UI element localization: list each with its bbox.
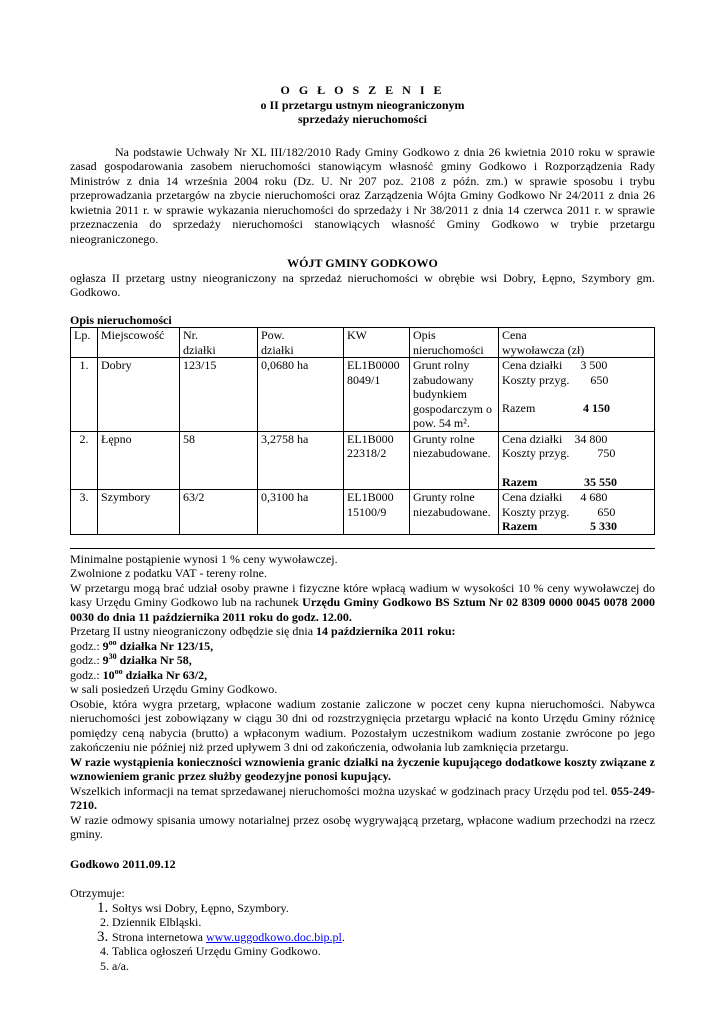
razem-value: 5 330: [590, 519, 617, 533]
conditions-section: [70, 552, 655, 842]
cell-opis: Grunty rolne niezabudowane.: [410, 490, 499, 535]
link-period: .: [341, 929, 345, 944]
razem-label: Razem: [502, 401, 536, 415]
cell-lp: 3.: [71, 490, 98, 535]
cell-miejscowosc: Dobry: [98, 358, 180, 432]
list-item: 4. Tablica ogłoszeń Urzędu Gminy Godkowo.: [112, 944, 655, 959]
table-header-row: [71, 328, 655, 358]
informacje-text: Wszelkich informacji na temat sprzedawanej nieruchomości można uzyskać w godzinach pracy Urzędu pod tel.: [70, 783, 611, 798]
cell-nr: 63/2: [180, 490, 258, 535]
recipient-text: Strona internetowa: [112, 929, 206, 944]
cell-miejscowosc: Łępno: [98, 431, 180, 490]
intro-paragraph: Na podstawie Uchwały Nr XL III/182/2010 Rady Gminy Godkowo z dnia 26 kwietnia 2010 roku w sprawie zasad gospodarowania zasobem nieruchomości stanowiącym własność gminy Godkowo i Rozporządzenia Rady Ministrów z dnia 14 września 2004 roku (Dz. U. Nr 207 poz. 2108 z późn. zm.) w sprawie sposobu i trybu przeprowadzania przetargów na zbycie nieruchomości oraz Zarządzenia Wójta Gminy Godkowo Nr 24/2011 z dnia 26 kwietnia 2011 r. w sprawie wykazania nieruchomości do sprzedaży i Nr 38/2011 z dnia 14 czerwca 2011 r. w sprawie przeznaczenia do sprzedaży nieruchomości stanowiących własność Gminy Godkowo w trybie przetargu nieograniczonego.: [70, 144, 655, 246]
koszty-label: Koszty przyg.: [502, 504, 570, 519]
title-line-3: sprzedaży nieruchomości: [298, 112, 427, 126]
bank-account-text: Urzędu Gminy Godkowo BS Sztum Nr 02 8309 0000 0045 0078 2000 0030 do dnia 11 października 2011 roku do godz. 12.00.: [70, 595, 655, 624]
header-opis: Opis nieruchomości: [410, 328, 499, 358]
przetarg-date: 14 października 2011 roku:: [316, 624, 456, 638]
godz-dzialka: działka Nr 58,: [116, 653, 192, 667]
schedule-line-3: [70, 668, 655, 683]
godz-minutes: oo: [108, 637, 117, 647]
list-item: 1. Sołtys wsi Dobry, Łępno, Szymbory.: [112, 901, 655, 916]
table-row: [71, 358, 655, 432]
razem-label: Razem: [502, 519, 538, 533]
cell-cena: [499, 490, 655, 535]
title-line-2: o II przetargu ustnym nieograniczonym: [260, 97, 465, 112]
cell-miejscowosc: Szymbory: [98, 490, 180, 535]
vat-text: Zwolnione z podatku VAT - tereny rolne.: [70, 566, 267, 580]
title-line-1: O G Ł O S Z E N I E: [280, 83, 445, 97]
cell-kw: EL1B000 22318/2: [344, 431, 410, 490]
postapienie-text: Minimalne postąpienie wynosi 1 % ceny wywoławczej.: [70, 551, 338, 566]
cell-opis: Grunt rolny zabudowany budynkiem gospodarczym o pow. 54 m².: [410, 358, 499, 432]
cell-nr: 123/15: [180, 358, 258, 432]
godz-hour: 10: [102, 667, 115, 682]
opis-heading: Opis nieruchomości: [70, 312, 172, 327]
razem-value: 35 550: [584, 474, 617, 489]
granice-text: W razie wystąpienia konieczności wznowienia granic działki na życzenie kupującego dodatkowe koszty związane z wznowieniem granic przez służby geodezyjne ponosi kupujący.: [70, 754, 655, 783]
cell-cena: [499, 431, 655, 490]
godz-hour: 9: [102, 653, 109, 667]
razem-label: Razem: [502, 474, 538, 489]
schedule-line-1: [70, 639, 655, 654]
list-item: [112, 930, 655, 945]
godz-label: godz.:: [70, 653, 103, 667]
godz-dzialka: działka Nr 123/15,: [116, 638, 214, 653]
godz-hour: 9: [102, 638, 109, 653]
godz-label: godz.:: [70, 638, 103, 653]
godz-dzialka: działka Nr 63/2,: [122, 667, 208, 682]
cell-lp: 1.: [71, 358, 98, 432]
wadium-text: W przetargu mogą brać udział osoby prawne i fizyczne które wpłacą wadium w wysokości 10 % ceny wywoławczej do kasy Urzędu Gminy Godkowo lub na rachunek: [70, 580, 655, 609]
koszty-label: Koszty przyg.: [502, 372, 570, 387]
recipients-list: [70, 901, 655, 974]
cell-lp: 2.: [71, 431, 98, 490]
header-kw: KW: [344, 328, 410, 358]
cell-pow: 3,2758 ha: [258, 431, 344, 490]
wadium-rules-paragraph: Osobie, która wygra przetarg, wpłacone wadium zostanie zaliczone w poczet ceny kupna nieruchomości. Nabywca nieruchomości jest zobowiązany w ciągu 30 dni od rozstrzygnięcia przetargu wpłacić na konto Urzędu Gminy różnicę pomiędzy ceną nabycia (brutto) a wpłaconym wadium. Pozostałym uczestnikom wadium zostanie zwrócone po jego zakończeniu nie później niż przed upływem 3 dni od zakończenia, odwołania lub zamknięcia przetargu.: [70, 696, 655, 754]
cell-kw: EL1B0000 8049/1: [344, 358, 410, 432]
bip-link[interactable]: www.uggodkowo.doc.bip.pl: [205, 929, 342, 944]
announcement-title: [70, 83, 655, 127]
place-date: Godkowo 2011.09.12: [70, 856, 176, 871]
przetarg-date-line: [70, 624, 655, 639]
godz-minutes: oo: [114, 666, 123, 676]
header-cena: Cena wywoławcza (zł): [499, 328, 655, 358]
property-table: [70, 327, 655, 535]
informacje-paragraph: [70, 784, 655, 813]
cena-value: 4 680: [580, 490, 608, 504]
header-lp: Lp.: [71, 328, 98, 358]
razem-value: 4 150: [583, 401, 610, 415]
godz-label: godz.:: [70, 667, 103, 682]
cena-label: Cena działki: [502, 431, 563, 446]
schedule-line-2: [70, 653, 655, 668]
cell-cena: [499, 358, 655, 432]
granice-paragraph: [70, 755, 655, 784]
header-nr: Nr. działki: [180, 328, 258, 358]
odmowa-paragraph: W razie odmowy spisania umowy notarialnej przez osobę wygrywającą przetarg, wpłacone wadium przechodzi na rzecz gminy.: [70, 812, 655, 841]
cena-value: 34 800: [574, 431, 608, 446]
document-page: [70, 83, 655, 973]
cell-opis: Grunty rolne niezabudowane.: [410, 431, 499, 490]
table-row: [71, 431, 655, 490]
phone-number: 055-249-7210.: [70, 783, 655, 812]
wojt-heading: WÓJT GMINY GODKOWO: [287, 256, 438, 270]
horizontal-rule: [70, 548, 655, 549]
koszty-label: Koszty przyg.: [502, 446, 570, 460]
otrzymuje-label: Otrzymuje:: [70, 886, 125, 900]
cena-value: 3 500: [580, 358, 608, 372]
cena-label: Cena działki: [502, 358, 563, 372]
cell-nr: 58: [180, 431, 258, 490]
koszty-value: 750: [597, 446, 616, 460]
koszty-value: 650: [597, 504, 616, 519]
table-row: [71, 490, 655, 535]
header-pow: Pow. działki: [258, 328, 344, 358]
list-item: 2. Dziennik Elbląski.: [112, 915, 655, 930]
sala-text: w sali posiedzeń Urzędu Gminy Godkowo.: [70, 682, 278, 696]
wadium-paragraph: [70, 581, 655, 625]
koszty-value: 650: [590, 372, 609, 387]
przetarg-text: Przetarg II ustny nieograniczony odbędzie się dnia: [70, 624, 317, 638]
oglasza-paragraph: ogłasza II przetarg ustny nieograniczony na sprzedaż nieruchomości w obrębie wsi Dobry, Łępno, Szymbory gm. Godkowo.: [70, 270, 655, 299]
godz-minutes: 30: [108, 652, 117, 661]
cena-label: Cena działki: [502, 490, 563, 504]
header-miejscowosc: Miejscowość: [98, 328, 180, 358]
list-item: 5. a/a.: [112, 959, 655, 974]
cell-pow: 0,3100 ha: [258, 490, 344, 535]
cell-kw: EL1B000 15100/9: [344, 490, 410, 535]
cell-pow: 0,0680 ha: [258, 358, 344, 432]
